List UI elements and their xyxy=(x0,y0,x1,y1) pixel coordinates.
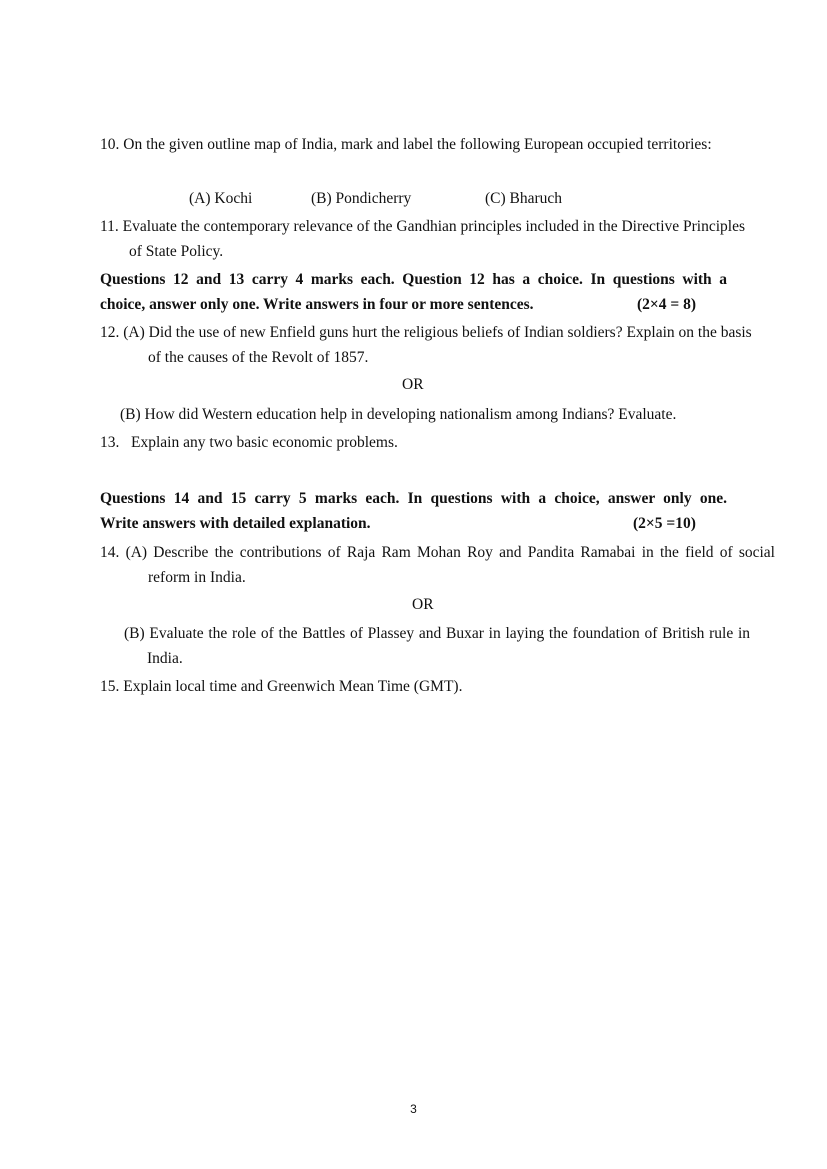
question-11: 11. Evaluate the contemporary relevance of the Gandhian principles included in the Directive Principles of State Policy. xyxy=(100,218,746,260)
instruction-line-2: Write answers with detailed explanation. xyxy=(100,515,371,532)
option-b: (B) Pondicherry xyxy=(311,190,412,207)
question-14-a: 14. (A) Describe the contributions of Raja Ram Mohan Roy and Pandita Ramabai in the field of social reform in India. xyxy=(100,544,775,586)
question-14-b: (B) Evaluate the role of the Battles of Plassey and Buxar in laying the foundation of British rule in India. xyxy=(124,625,750,667)
instruction-line-1: Questions 12 and 13 carry 4 marks each. Question 12 has a choice. In questions with a xyxy=(100,271,727,288)
question-12-a: 12. (A) Did the use of new Enfield guns hurt the religious beliefs of Indian soldiers? Explain on the basis of the causes of the Revolt of 1857. xyxy=(100,324,752,366)
question-13: 13. Explain any two basic economic problems. xyxy=(100,434,398,451)
instruction-line-2: choice, answer only one. Write answers in four or more sentences. xyxy=(100,296,534,313)
question-10: 10. On the given outline map of India, mark and label the following European occupied territories: xyxy=(100,136,712,153)
option-c: (C) Bharuch xyxy=(485,190,563,207)
or-separator: OR xyxy=(402,376,424,393)
question-15: 15. Explain local time and Greenwich Mean Time (GMT). xyxy=(100,678,463,695)
or-separator: OR xyxy=(412,596,434,613)
question-12-b: (B) How did Western education help in developing nationalism among Indians? Evaluate. xyxy=(120,406,677,423)
instruction-line-1: Questions 14 and 15 carry 5 marks each. In questions with a choice, answer only one. xyxy=(100,490,727,507)
page-number: 3 xyxy=(410,1102,417,1116)
marks-label: (2×5 =10) xyxy=(633,515,696,532)
option-a: (A) Kochi xyxy=(189,190,253,207)
marks-label: (2×4 = 8) xyxy=(637,296,696,313)
section-instructions-4-marks xyxy=(100,267,727,317)
